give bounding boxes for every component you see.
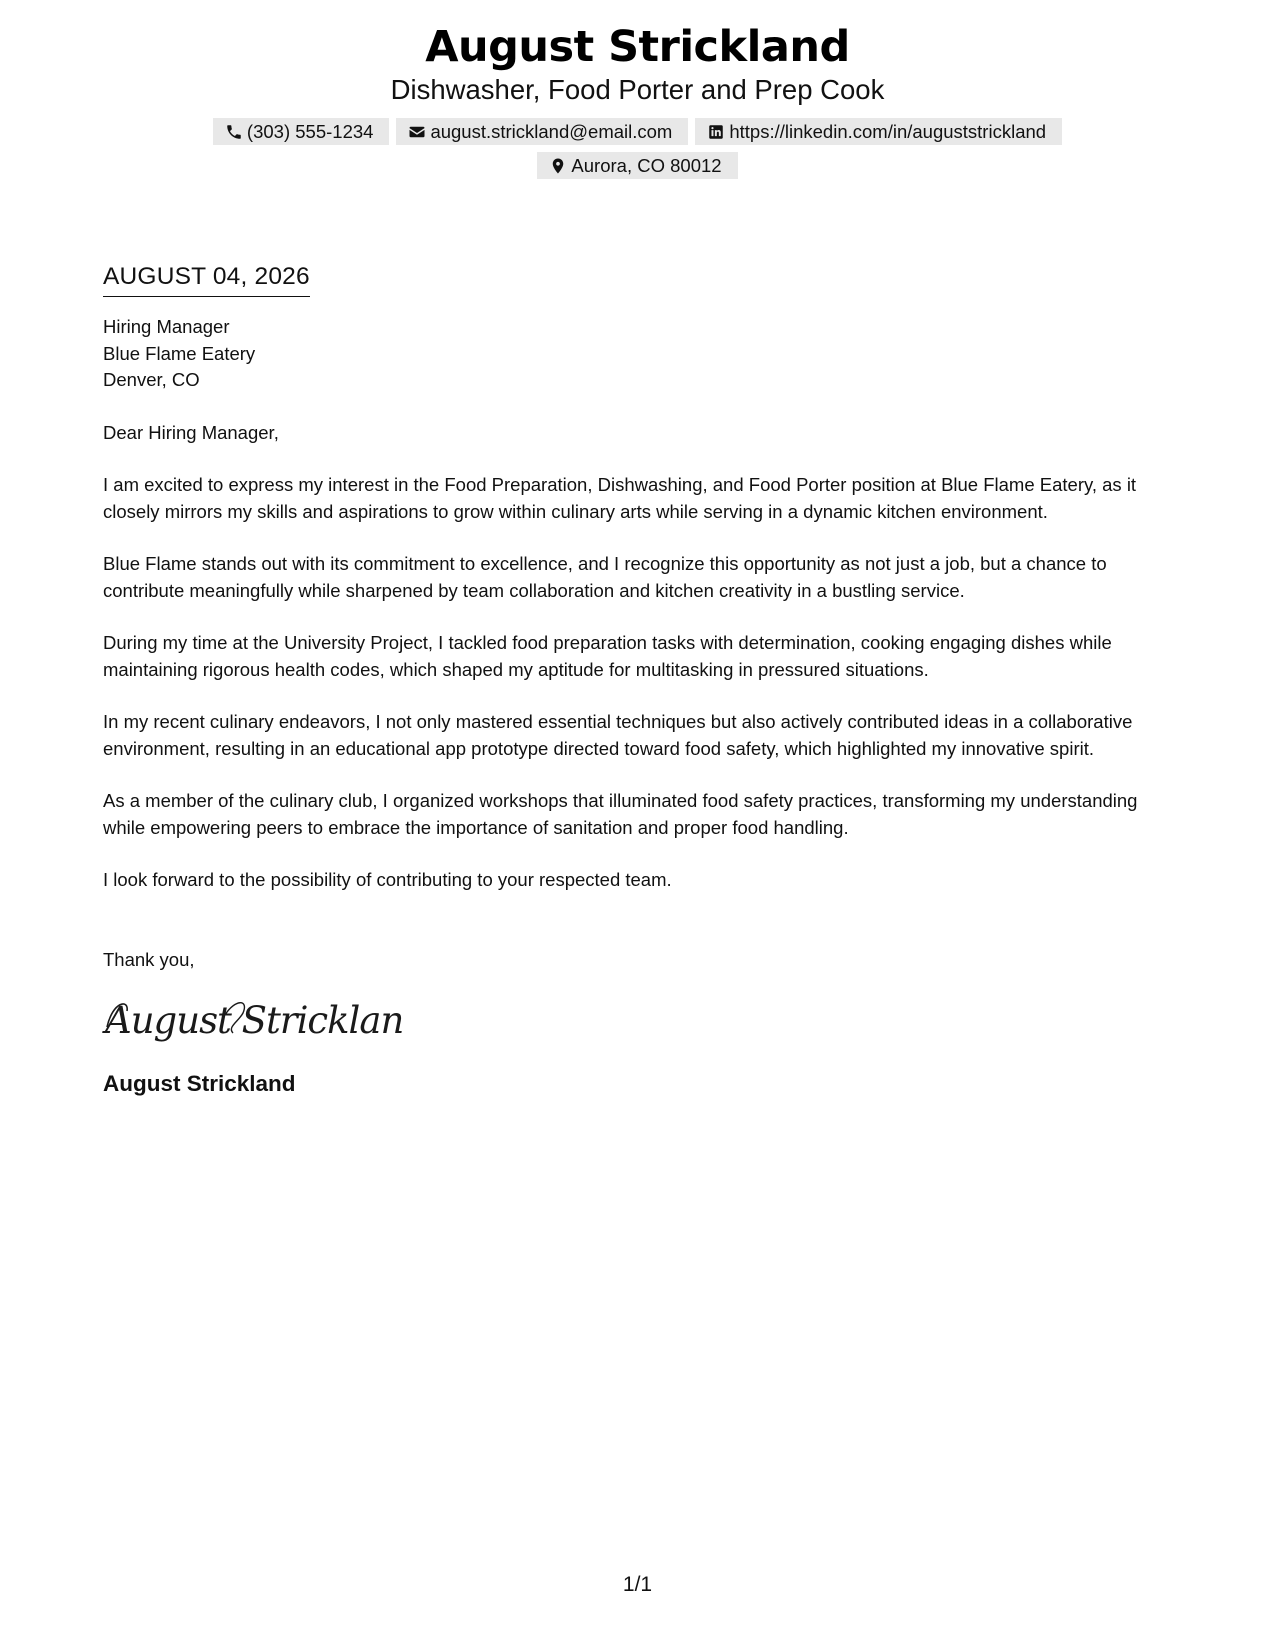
body-paragraph: In my recent culinary endeavors, I not only mastered essential techniques but also actively contributed ideas in a collaborative environment, resulting in an educational app prototype directed toward food safety, which highlighted my innovative spirit. [103, 711, 1133, 759]
body-paragraph: As a member of the culinary club, I organized workshops that illuminated food safety practices, transforming my understanding while empowering peers to embrace the importance of sanitation and proper food handling. [103, 790, 1138, 838]
recipient-block [103, 314, 1178, 394]
phone-icon [225, 123, 243, 141]
contact-phone [213, 118, 390, 145]
linkedin-icon [707, 123, 725, 141]
location-text: Aurora, CO 80012 [571, 155, 722, 176]
contact-linkedin [695, 118, 1062, 145]
letter-body [103, 260, 1178, 1099]
signature-script: August Stricklan [105, 999, 404, 1042]
handwritten-signature [103, 991, 404, 1047]
signature-image [103, 991, 404, 1047]
envelope-icon [408, 123, 426, 141]
contact-location [537, 152, 737, 179]
phone-text: (303) 555-1234 [246, 121, 374, 142]
email-text: august.strickland@email.com [430, 121, 673, 142]
applicant-name: August Strickland [425, 22, 850, 72]
signer-name: August Strickland [103, 1071, 296, 1096]
job-title: Dishwasher, Food Porter and Prep Cook [390, 74, 885, 105]
body-paragraph: I am excited to express my interest in the Food Preparation, Dishwashing, and Food Porter position at Blue Flame Eatery, as it closely mirrors my skills and aspirations to grow within culinary arts while serving in a dynamic kitchen environment. [103, 474, 1137, 522]
contact-email [396, 118, 688, 145]
salutation: Dear Hiring Manager, [103, 421, 279, 443]
body-paragraph: During my time at the University Project, I tackled food preparation tasks with determination, cooking engaging dishes while maintaining rigorous health codes, which shaped my aptitude for multitasking in pressured situations. [103, 632, 1112, 680]
recipient-line: Denver, CO [103, 369, 200, 390]
recipient-line: Hiring Manager [103, 316, 230, 337]
letter-date: AUGUST 04, 2026 [103, 260, 310, 297]
letter-header [0, 18, 1275, 179]
page-number: 1/1 [622, 1573, 653, 1596]
body-paragraph: I look forward to the possibility of contributing to your respected team. [103, 869, 672, 890]
linkedin-text: https://linkedin.com/in/auguststrickland [729, 121, 1047, 142]
closing: Thank you, [103, 948, 195, 970]
contact-list [0, 118, 1275, 179]
body-paragraph: Blue Flame stands out with its commitment to excellence, and I recognize this opportunity as not just a job, but a chance to contribute meaningfully while sharpened by team collaboration and kitchen creativity in a bustling service. [103, 553, 1107, 601]
recipient-line: Blue Flame Eatery [103, 342, 256, 364]
map-marker-icon [549, 157, 567, 175]
